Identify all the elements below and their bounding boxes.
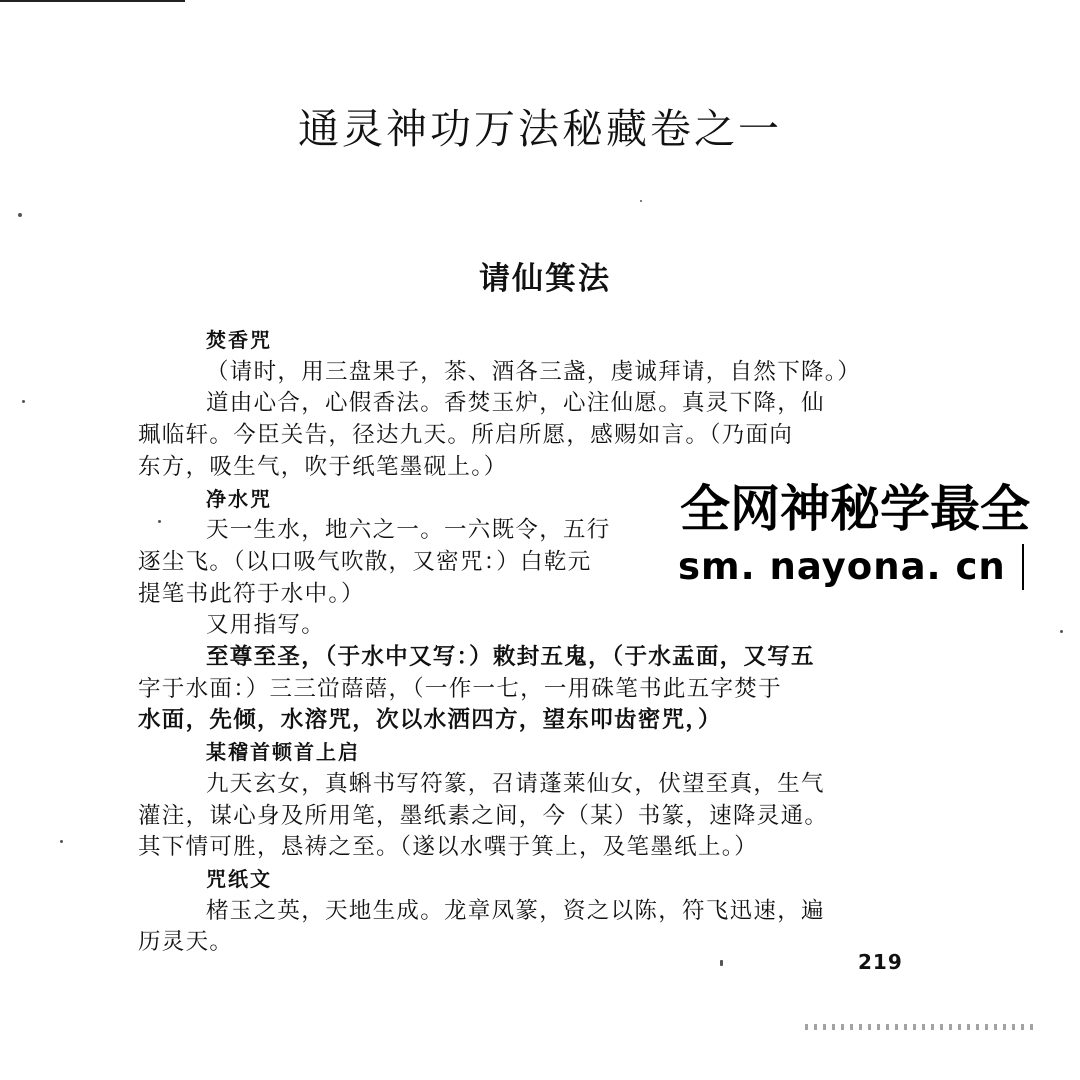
page-number: 219 xyxy=(858,950,903,974)
text-line: 又用指写。 xyxy=(206,612,326,639)
text-line: 其下情可胜，恳祷之至。（遂以水噀于箕上，及笔墨纸上。） xyxy=(138,834,759,861)
subheading-paper-incantation: 咒纸文 xyxy=(206,866,272,891)
text-line: 字于水面：）三三峃䔒䔒，（一作一七，一用硃笔书此五字焚于 xyxy=(138,675,782,702)
text-line: 至尊至圣，（于水中又写：）敕封五鬼，（于水盂面，又写五 xyxy=(206,644,815,671)
watermark-line-1: 全网神秘学最全 xyxy=(680,480,1030,538)
body-text xyxy=(138,325,948,959)
scan-speck xyxy=(22,400,25,403)
text-line: 东方，吸生气，吹于纸笔墨砚上。） xyxy=(138,453,508,480)
text-line: 楮玉之英，天地生成。龙章凤篆，资之以陈，符飞迅速，遍 xyxy=(206,897,825,924)
scan-speck xyxy=(640,200,642,202)
text-line: 天一生水，地六之一。一六既令，五行 xyxy=(206,517,611,544)
text-line: 九天玄女，真蝌书写符篆，召请蓬莱仙女，伏望至真，生气 xyxy=(206,770,825,797)
text-line: 珮临轩。今臣关告，径达九天。所启所愿，感赐如言。（乃面向 xyxy=(138,422,794,449)
scan-speck xyxy=(720,960,723,966)
watermark-line-2: sm. nayona. cn xyxy=(678,545,1006,588)
text-line: 道由心合，心假香法。香焚玉炉，心注仙愿。真灵下降，仙 xyxy=(206,390,825,417)
chapter-title: 通灵神功万法秘藏卷之一 xyxy=(298,105,782,153)
text-cursor xyxy=(1022,544,1024,590)
text-line: 逐尘飞。（以口吸气吹散，又密咒：）白乾元 xyxy=(138,548,592,575)
top-rule xyxy=(0,0,185,2)
scan-noise xyxy=(805,1024,1035,1030)
scan-speck xyxy=(1060,630,1063,633)
text-line: 提笔书此符于水中。） xyxy=(138,580,365,607)
text-line: 历灵天。 xyxy=(138,929,234,956)
subheading-water-incantation: 净水咒 xyxy=(206,486,272,511)
text-line: 灌注，谋心身及所用笔，墨纸素之间，今（某）书篆，速降灵通。 xyxy=(138,802,829,829)
scan-speck xyxy=(60,840,63,843)
scan-speck xyxy=(18,213,22,217)
text-line: （请时，用三盘果子，茶、酒各三盏，虔诚拜请，自然下降。） xyxy=(206,358,862,385)
subheading-incense-incantation: 焚香咒 xyxy=(206,328,272,352)
section-title: 请仙箕法 xyxy=(479,261,611,297)
text-line: 水面，先倾，水溶咒，次以水洒四方，望东叩齿密咒，） xyxy=(138,707,722,734)
watermark-overlay xyxy=(672,474,1080,592)
scan-speck xyxy=(158,520,161,523)
subheading-salutation: 某稽首顿首上启 xyxy=(206,740,360,765)
